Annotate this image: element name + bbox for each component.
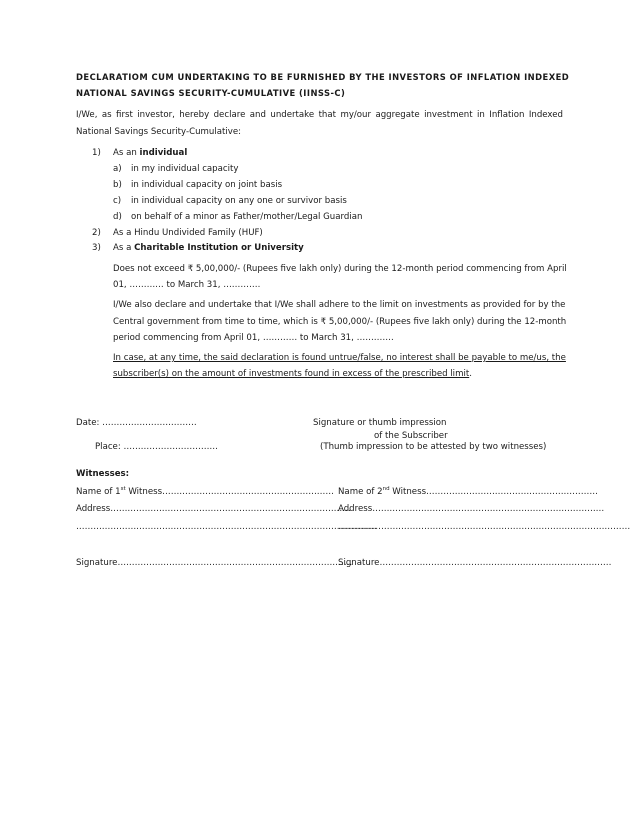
- witness-2-address-line-2: …………………………………………………………………………………………: [338, 522, 631, 532]
- sub-letter-d: d): [113, 212, 122, 222]
- untrue-declaration-line-2: [113, 369, 472, 379]
- date-field: Date: ……………………………: [76, 418, 197, 428]
- witness-1-name: [76, 486, 334, 497]
- sub-letter-a: a): [113, 164, 122, 174]
- witness-1-address: Address…………………………………………………………………………: [76, 504, 351, 514]
- witnesses-heading: Witnesses:: [76, 469, 130, 479]
- witness-1-address-line-2: ……………………………………………………………………………………………: [76, 522, 377, 532]
- untrue-declaration-period: .: [469, 369, 472, 379]
- witness-2-address: Address………………………………………………………………………: [338, 504, 605, 514]
- witness-1-signature: Signature……………………………………………………………………….: [76, 558, 353, 568]
- limit-paragraph-line-1: Does not exceed ₹ 5,00,000/- (Rupees five lakh only) during the 12-month period commencing from April: [113, 264, 567, 274]
- sub-letter-b: b): [113, 180, 122, 190]
- list-item-prefix: As an: [113, 148, 137, 158]
- limit-paragraph-line-2: 01, ………… to March 31, ………….: [113, 280, 261, 290]
- subscriber-label: of the Subscriber: [374, 431, 448, 441]
- list-item-bold-label: individual: [139, 148, 188, 158]
- list-number-3: 3): [92, 243, 101, 253]
- list-item-individual: [113, 148, 187, 158]
- thumb-impression-note: (Thumb impression to be attested by two witnesses): [320, 442, 547, 452]
- list-item-bold-label: Charitable Institution or University: [134, 243, 304, 253]
- sub-item-a: in my individual capacity: [131, 164, 239, 174]
- list-item-prefix: As a: [113, 243, 132, 253]
- witness-2-signature: Signature………………………………………………………………………: [338, 558, 612, 568]
- document-title-line-2: NATIONAL SAVINGS SECURITY-CUMULATIVE (IINSS-C): [76, 88, 346, 98]
- untrue-declaration-line-1: In case, at any time, the said declaration is found untrue/false, no interest shall be payable to me/us, the: [113, 353, 566, 363]
- list-item-huf: As a Hindu Undivided Family (HUF): [113, 228, 263, 238]
- intro-line-2: National Savings Security-Cumulative:: [76, 127, 242, 137]
- intro-line-1: I/We, as first investor, hereby declare and undertake that my/our aggregate investment in Inflation Indexed: [76, 110, 563, 120]
- witness-1-ordinal: st: [120, 486, 126, 492]
- sub-item-b: in individual capacity on joint basis: [131, 180, 283, 190]
- sub-item-c: in individual capacity on any one or survivor basis: [131, 196, 347, 206]
- list-number-1: 1): [92, 148, 101, 158]
- undertaking-paragraph-line-3: period commencing from April 01, ………… to March 31, ………….: [113, 333, 394, 343]
- subscriber-signature-label: Signature or thumb impression: [313, 418, 447, 428]
- witness-2-name: [338, 486, 598, 497]
- sub-item-d: on behalf of a minor as Father/mother/Legal Guardian: [131, 212, 363, 222]
- witness-1-name-line: Witness……………………………………………………: [125, 486, 334, 497]
- witness-2-name-label: Name of 2: [338, 486, 383, 497]
- undertaking-paragraph-line-1: I/We also declare and undertake that I/We shall adhere to the limit on investments as provided for by the: [113, 300, 566, 310]
- witness-2-ordinal: nd: [382, 486, 390, 492]
- sub-letter-c: c): [113, 196, 122, 206]
- witness-1-name-label: Name of 1: [76, 486, 121, 497]
- list-number-2: 2): [92, 228, 101, 238]
- undertaking-paragraph-line-2: Central government from time to time, which is ₹ 5,00,000/- (Rupees five lakh only) during the 12-month: [113, 317, 567, 327]
- document-title-line-1: DECLARATIOM CUM UNDERTAKING TO BE FURNISHED BY THE INVESTORS OF INFLATION INDEXED: [76, 72, 570, 82]
- list-item-charitable: [113, 243, 304, 253]
- place-field: Place: ……………………………: [95, 442, 219, 452]
- witness-2-name-line: Witness……………………………………………………: [389, 486, 598, 497]
- untrue-declaration-text: subscriber(s) on the amount of investments found in excess of the prescribed limit: [113, 369, 470, 379]
